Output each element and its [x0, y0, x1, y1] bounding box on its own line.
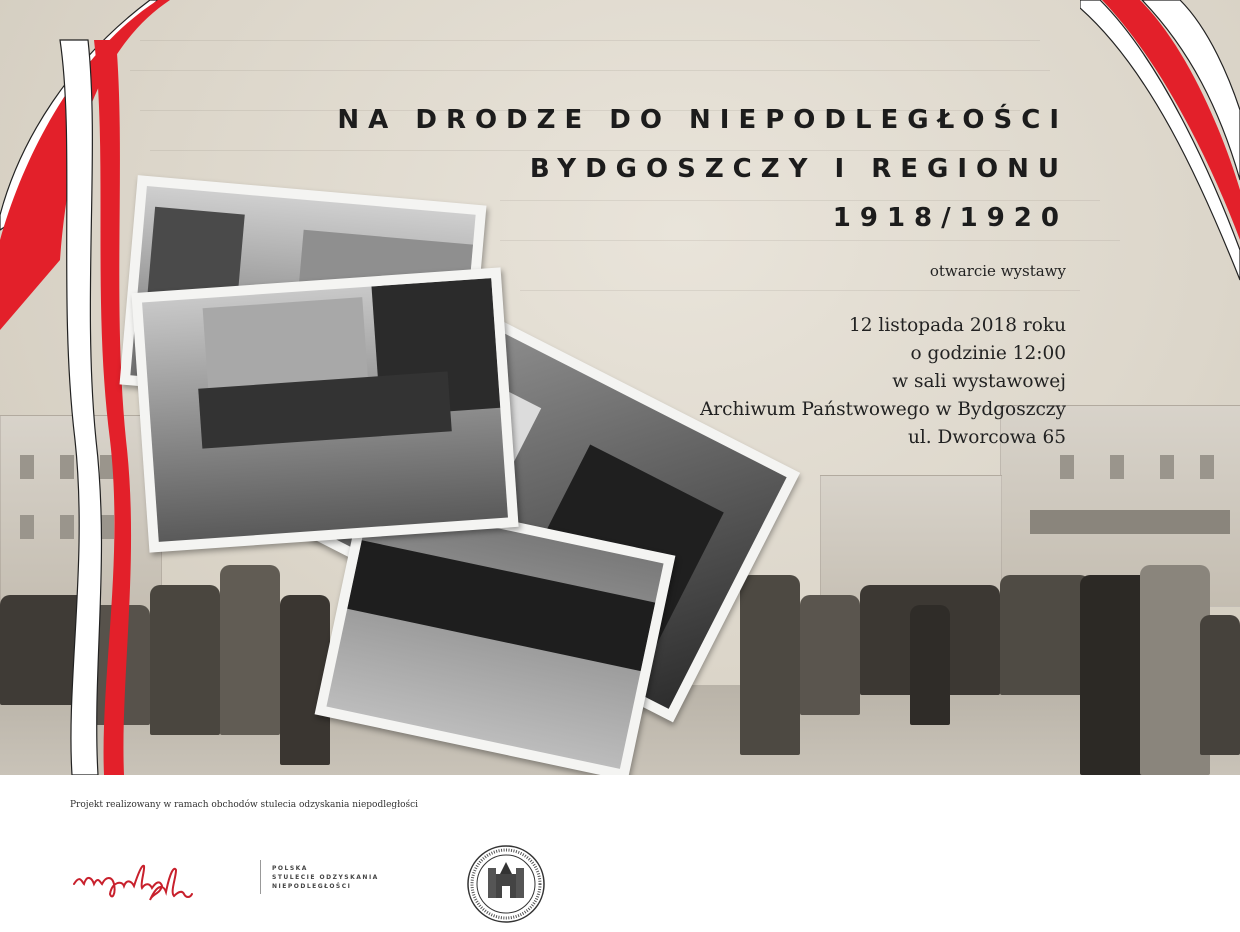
niepodlegla-logo-text: POLSKA STULECIE ODZYSKANIA NIEPODLEGŁOŚCI: [272, 865, 379, 890]
event-time: o godzinie 12:00: [910, 343, 1066, 364]
title-line-3: 1918/1920: [832, 203, 1068, 233]
handwriting-texture: [520, 290, 1080, 291]
event-date: 12 listopada 2018 roku: [848, 315, 1066, 336]
archive-seal-logo: [466, 844, 546, 924]
event-room: w sali wystawowej: [892, 371, 1066, 392]
event-details: [700, 312, 1066, 452]
event-address: ul. Dworcowa 65: [907, 427, 1066, 448]
title-line-2: BYDGOSZCZY I REGIONU: [529, 154, 1068, 184]
exhibition-subtitle: otwarcie wystawy: [929, 262, 1066, 280]
shop-sign: [1030, 510, 1230, 534]
handwriting-texture: [130, 70, 1050, 71]
niepodlegla-logo: [70, 852, 250, 902]
event-institution: Archiwum Państwowego w Bydgoszczy: [699, 399, 1066, 420]
archival-photo-cavalry: [131, 267, 518, 552]
handwriting-texture: [140, 40, 1040, 41]
project-note: Projekt realizowany w ramach obchodów stulecia odzyskania niepodległości: [70, 800, 419, 810]
logo-divider: [260, 860, 261, 894]
exhibition-title: [337, 96, 1068, 243]
title-line-1: NA DRODZE DO NIEPODLEGŁOŚCI: [337, 105, 1068, 135]
flag-ribbon-right: [1080, 0, 1240, 320]
